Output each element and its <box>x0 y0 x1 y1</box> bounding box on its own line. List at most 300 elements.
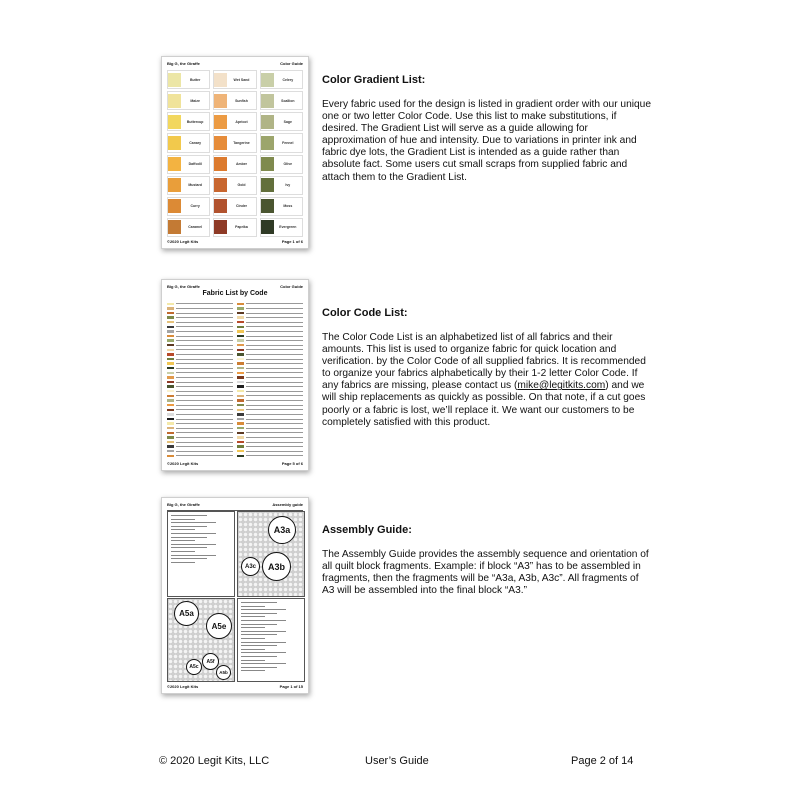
instruction-line <box>171 540 195 541</box>
fabric-swatch <box>237 312 244 314</box>
fabric-row-line <box>176 405 233 406</box>
fabric-list-row <box>237 385 303 388</box>
fabric-swatch <box>167 376 174 378</box>
assembly-instructions-panel <box>237 598 305 682</box>
instruction-line <box>241 652 286 653</box>
gradient-swatch <box>260 91 303 110</box>
fabric-row-line <box>246 340 303 341</box>
fabric-list-row <box>237 390 303 393</box>
gradient-swatch <box>167 91 210 110</box>
fabric-list-row <box>237 348 303 351</box>
fabric-row-line <box>246 405 303 406</box>
gradient-swatch <box>213 176 256 195</box>
fabric-row-line <box>176 308 233 309</box>
fabric-row-line <box>176 391 233 392</box>
fabric-row-line <box>176 423 233 424</box>
thumb-header-left: Big G, the Giraffe <box>167 502 200 507</box>
fabric-swatch <box>237 427 244 429</box>
fabric-swatch <box>237 344 244 346</box>
swatch-label: Apricot <box>235 119 248 124</box>
swatch-label: Paprika <box>235 225 248 230</box>
gradient-swatch <box>213 197 256 216</box>
fabric-list-row <box>237 376 303 379</box>
fabric-list-row <box>237 307 303 310</box>
fabric-row-line <box>246 400 303 401</box>
fabric-swatch <box>167 358 174 360</box>
swatch-color-chip <box>168 157 181 171</box>
fabric-swatch <box>167 303 174 305</box>
fabric-row-line <box>246 409 303 410</box>
fabric-row-line <box>246 455 303 456</box>
fabric-list-row <box>167 343 233 346</box>
swatch-color-chip <box>214 94 227 108</box>
fabric-swatch <box>167 330 174 332</box>
instruction-line <box>241 613 277 614</box>
swatch-label: Curry <box>190 204 200 209</box>
fabric-list-row <box>167 399 233 402</box>
assembly-diagram-a3 <box>237 511 305 597</box>
instruction-line <box>241 624 277 625</box>
instruction-line <box>171 555 216 556</box>
thumb-header-right: Color Guide <box>280 284 303 289</box>
thumb-footer-right: Page 5 of 6 <box>281 461 303 466</box>
fabric-list-row <box>167 394 233 397</box>
fabric-row-line <box>246 345 303 346</box>
swatch-label: Buttercup <box>186 119 204 124</box>
fabric-row-line <box>246 368 303 369</box>
fabric-list-row <box>237 316 303 319</box>
gradient-list-thumbnail <box>161 56 309 249</box>
instruction-line <box>241 638 265 639</box>
fabric-swatch <box>167 321 174 323</box>
fabric-row-line <box>246 372 303 373</box>
fabric-list-row <box>167 362 233 365</box>
fabric-list-row <box>167 367 233 370</box>
fabric-swatch <box>237 399 244 401</box>
fabric-list-row <box>167 311 233 314</box>
gradient-swatch <box>213 112 256 131</box>
swatch-label: Celery <box>282 77 294 82</box>
fabric-list-row <box>167 445 233 448</box>
assembly-instructions-panel <box>167 511 235 597</box>
instruction-line <box>241 631 286 632</box>
fabric-list-row <box>237 445 303 448</box>
fabric-list-row <box>237 367 303 370</box>
instruction-line <box>241 627 265 628</box>
footer-page-number: Page 2 of 14 <box>571 755 634 767</box>
fabric-swatch <box>167 349 174 351</box>
block-label-a5e: A5e <box>206 613 232 639</box>
fabric-list-row <box>167 307 233 310</box>
fabric-swatch <box>167 441 174 443</box>
fabric-swatch <box>237 450 244 452</box>
fabric-list-row <box>167 330 233 333</box>
fabric-row-line <box>246 303 303 304</box>
gradient-swatch <box>260 197 303 216</box>
fabric-row-line <box>246 446 303 447</box>
fabric-list-row <box>167 436 233 439</box>
swatch-color-chip <box>261 199 274 213</box>
fabric-list-row <box>237 454 303 457</box>
fabric-row-line <box>246 377 303 378</box>
fabric-row-line <box>246 317 303 318</box>
swatch-color-chip <box>214 199 227 213</box>
fabric-swatch <box>237 404 244 406</box>
fabric-row-line <box>176 354 233 355</box>
gradient-swatch <box>213 70 256 89</box>
instruction-line <box>241 645 277 646</box>
swatch-label: Olive <box>283 162 293 167</box>
fabric-row-line <box>176 446 233 447</box>
swatch-label: Moss <box>283 204 293 209</box>
fabric-list-row <box>237 311 303 314</box>
thumb-footer <box>167 461 303 467</box>
fabric-row-line <box>246 395 303 396</box>
fabric-swatch <box>167 427 174 429</box>
thumb-footer-left: ©2020 Legit Kits <box>167 684 199 689</box>
fabric-swatch <box>167 404 174 406</box>
fabric-swatch <box>237 376 244 378</box>
swatch-label: Maize <box>190 98 200 103</box>
fabric-swatch <box>167 381 174 383</box>
fabric-row-line <box>176 432 233 433</box>
fabric-swatch <box>237 339 244 341</box>
fabric-swatch <box>167 307 174 309</box>
fabric-list-row <box>237 413 303 416</box>
fabric-list-row <box>237 334 303 337</box>
fabric-swatch <box>167 413 174 415</box>
fabric-list-row <box>237 450 303 453</box>
swatch-color-chip <box>168 199 181 213</box>
block-label-a3a: A3a <box>268 516 296 544</box>
block-label-a5f: A5f <box>202 653 219 670</box>
fabric-list-row <box>167 320 233 323</box>
gradient-swatch <box>260 133 303 152</box>
swatch-label: Canary <box>189 140 202 145</box>
fabric-row-line <box>176 382 233 383</box>
fabric-swatch <box>237 385 244 387</box>
swatch-label: Sage <box>283 119 292 124</box>
thumb-header <box>167 502 303 511</box>
swatch-color-chip <box>168 94 181 108</box>
swatch-color-chip <box>261 115 274 129</box>
fabric-row-line <box>176 326 233 327</box>
fabric-swatch <box>237 316 244 318</box>
fabric-list-row <box>237 302 303 305</box>
fabric-row-line <box>246 308 303 309</box>
swatch-color-chip <box>261 157 274 171</box>
colorcode-section-body <box>322 332 652 429</box>
fabric-row-line <box>176 455 233 456</box>
fabric-list-column <box>237 302 303 458</box>
thumb-header-left: Big G, the Giraffe <box>167 284 200 289</box>
fabric-list-row <box>237 408 303 411</box>
fabric-list-row <box>237 440 303 443</box>
fabric-list-row <box>237 325 303 328</box>
fabric-list-row <box>167 408 233 411</box>
fabric-list-row <box>237 353 303 356</box>
fabric-row-line <box>176 331 233 332</box>
fabric-swatch <box>237 390 244 392</box>
fabric-swatch <box>237 358 244 360</box>
swatch-label: Butter <box>190 77 201 82</box>
instruction-lines <box>241 602 301 671</box>
fabric-swatch <box>167 344 174 346</box>
fabric-list-columns <box>167 302 303 458</box>
swatch-color-chip <box>214 220 227 234</box>
fabric-swatch <box>237 367 244 369</box>
fabric-swatch <box>237 372 244 374</box>
fabric-swatch <box>237 362 244 364</box>
swatch-label: Scallion <box>281 98 295 103</box>
fabric-swatch <box>237 321 244 323</box>
footer-guide-title: User’s Guide <box>365 755 429 767</box>
instruction-line <box>241 656 277 657</box>
swatch-label: Ivy <box>285 183 291 188</box>
fabric-list-row <box>237 403 303 406</box>
fabric-swatch <box>237 335 244 337</box>
fabric-swatch <box>167 353 174 355</box>
swatch-color-chip <box>168 73 181 87</box>
swatch-label: Fennel <box>282 140 294 145</box>
fabric-list-row <box>167 380 233 383</box>
instruction-line <box>171 529 195 530</box>
fabric-row-line <box>176 437 233 438</box>
fabric-swatch <box>237 349 244 351</box>
fabric-swatch <box>167 385 174 387</box>
instruction-line <box>241 642 286 643</box>
gradient-swatch <box>213 133 256 152</box>
swatch-label: Mustard <box>188 183 202 188</box>
fabric-row-line <box>246 359 303 360</box>
fabric-list-row <box>237 357 303 360</box>
swatch-label: Caramel <box>188 225 203 230</box>
gradient-swatch <box>167 133 210 152</box>
instruction-line <box>171 537 207 538</box>
gradient-swatch <box>260 218 303 237</box>
block-label-a5b: A5b <box>216 665 231 680</box>
instruction-line <box>171 515 207 516</box>
fabric-row-line <box>176 414 233 415</box>
fabric-swatch <box>237 422 244 424</box>
fabric-row-line <box>176 428 233 429</box>
gradient-section-body: Every fabric used for the design is listed in gradient order with our unique one or two letter Color Code. Use this list to make substitutions, if desired. The Gradient List will serve as a guide allowing for approximation of hue and intensity. Due to variations in printer ink and fabric dye lots, the Gradient List is intended as a guide rather than absolute fact. Some users cut small scraps from supplied fabric and attach them to the Gradient List. <box>322 99 652 183</box>
fabric-swatch <box>237 326 244 328</box>
fabric-row-line <box>246 336 303 337</box>
fabric-list-row <box>167 371 233 374</box>
swatch-label: Gold <box>237 183 246 188</box>
instruction-line <box>241 634 277 635</box>
instruction-line <box>171 526 207 527</box>
fabric-list-row <box>237 422 303 425</box>
instruction-line <box>171 522 216 523</box>
fabric-row-line <box>246 432 303 433</box>
block-label-a3b: A3b <box>262 552 291 581</box>
gradient-swatch <box>167 112 210 131</box>
gradient-swatch-grid <box>167 70 303 237</box>
fabric-row-line <box>176 419 233 420</box>
fabric-swatch <box>237 436 244 438</box>
fabric-swatch <box>167 367 174 369</box>
swatch-label: Cinder <box>235 204 248 209</box>
thumb-header-left: Big G, the Giraffe <box>167 61 200 66</box>
thumb-header-right: Color Guide <box>280 61 303 66</box>
thumb-footer-left: ©2020 Legit Kits <box>167 461 199 466</box>
fabric-swatch <box>167 339 174 341</box>
fabric-swatch <box>237 418 244 420</box>
instruction-line <box>171 533 216 534</box>
fabric-swatch <box>167 362 174 364</box>
fabric-swatch <box>237 409 244 411</box>
fabric-swatch <box>167 395 174 397</box>
fabric-list-row <box>167 334 233 337</box>
fabric-list-row <box>167 302 233 305</box>
gradient-swatch <box>213 91 256 110</box>
fabric-list-row <box>237 343 303 346</box>
swatch-color-chip <box>168 178 181 192</box>
swatch-color-chip <box>261 73 274 87</box>
fabric-row-line <box>176 395 233 396</box>
fabric-swatch <box>167 432 174 434</box>
fabric-list-row <box>167 390 233 393</box>
swatch-color-chip <box>168 220 181 234</box>
gradient-swatch <box>167 197 210 216</box>
fabric-swatch <box>237 441 244 443</box>
block-label-a5c: A5c <box>186 659 202 675</box>
fabric-swatch <box>237 432 244 434</box>
fabric-row-line <box>176 368 233 369</box>
fabric-row-line <box>246 442 303 443</box>
fabric-row-line <box>246 391 303 392</box>
fabric-swatch <box>167 418 174 420</box>
fabric-swatch <box>167 436 174 438</box>
gradient-swatch <box>260 112 303 131</box>
fabric-row-line <box>246 414 303 415</box>
fabric-list-title: Fabric List by Code <box>202 290 268 297</box>
swatch-color-chip <box>261 220 274 234</box>
fabric-list-row <box>167 348 233 351</box>
gradient-swatch <box>167 218 210 237</box>
fabric-list-row <box>237 399 303 402</box>
fabric-list-row <box>167 413 233 416</box>
fabric-list-row <box>167 440 233 443</box>
fabric-list-row <box>167 431 233 434</box>
fabric-list-row <box>167 339 233 342</box>
gradient-swatch <box>260 176 303 195</box>
fabric-list-row <box>237 431 303 434</box>
swatch-label: Tangerine <box>233 140 250 145</box>
fabric-swatch <box>167 409 174 411</box>
fabric-swatch <box>237 395 244 397</box>
fabric-swatch <box>237 381 244 383</box>
instruction-line <box>241 606 265 607</box>
fabric-swatch <box>237 445 244 447</box>
fabric-row-line <box>246 428 303 429</box>
fabric-row-line <box>176 363 233 364</box>
fabric-swatch <box>167 316 174 318</box>
fabric-row-line <box>246 313 303 314</box>
fabric-row-line <box>246 423 303 424</box>
fabric-row-line <box>176 349 233 350</box>
swatch-label: Sunfish <box>235 98 248 103</box>
fabric-swatch <box>167 455 174 457</box>
thumb-footer-right: Page 1 of 6 <box>281 239 303 244</box>
fabric-list-row <box>237 380 303 383</box>
fabric-list-row <box>167 357 233 360</box>
instruction-line <box>241 660 265 661</box>
fabric-row-line <box>176 345 233 346</box>
instruction-line <box>241 602 277 603</box>
gradient-swatch <box>167 176 210 195</box>
fabric-list-row <box>167 417 233 420</box>
instruction-line <box>241 620 286 621</box>
assembly-section-title: Assembly Guide: <box>322 524 412 536</box>
fabric-row-line <box>176 372 233 373</box>
fabric-row-line <box>176 442 233 443</box>
fabric-list-row <box>167 385 233 388</box>
fabric-row-line <box>176 322 233 323</box>
instruction-line <box>241 616 265 617</box>
assembly-diagram-a5 <box>167 598 235 682</box>
fabric-swatch <box>167 390 174 392</box>
thumb-footer-left: ©2020 Legit Kits <box>167 239 199 244</box>
fabric-list-row <box>167 426 233 429</box>
gradient-swatch <box>167 155 210 174</box>
fabric-swatch <box>237 413 244 415</box>
fabric-swatch <box>237 330 244 332</box>
swatch-color-chip <box>261 178 274 192</box>
instruction-line <box>171 551 195 552</box>
fabric-swatch <box>167 335 174 337</box>
fabric-row-line <box>246 437 303 438</box>
fabric-swatch <box>167 422 174 424</box>
fabric-row-line <box>246 322 303 323</box>
fabric-row-line <box>176 386 233 387</box>
swatch-color-chip <box>214 178 227 192</box>
fabric-row-line <box>246 326 303 327</box>
fabric-swatch <box>237 303 244 305</box>
swatch-label: Daffodil <box>188 162 202 167</box>
fabric-row-line <box>176 340 233 341</box>
thumb-footer-right: Page 1 of 15 <box>279 684 303 689</box>
swatch-color-chip <box>168 115 181 129</box>
contact-email-link[interactable]: mike@legitkits.com <box>517 380 606 392</box>
instruction-line <box>171 547 207 548</box>
fabric-list-row <box>237 320 303 323</box>
fabric-row-line <box>176 359 233 360</box>
swatch-label: Evergreen <box>279 225 297 230</box>
swatch-color-chip <box>214 73 227 87</box>
fabric-list-thumbnail <box>161 279 309 471</box>
fabric-row-line <box>246 331 303 332</box>
fabric-row-line <box>176 451 233 452</box>
swatch-label: Wet Sand <box>233 77 250 82</box>
fabric-list-row <box>237 330 303 333</box>
swatch-color-chip <box>261 94 274 108</box>
fabric-row-line <box>176 303 233 304</box>
instruction-lines <box>171 515 231 563</box>
swatch-color-chip <box>168 136 181 150</box>
fabric-row-line <box>246 382 303 383</box>
fabric-list-row <box>167 403 233 406</box>
instruction-line <box>241 670 265 671</box>
fabric-swatch <box>167 312 174 314</box>
assembly-section-body: The Assembly Guide provides the assembly sequence and orientation of all quilt block fragments. Example: if block “A3” has to be assembled in fragments, then the fragments will be “A3a, A3b, A3c”. All fragments of A3 will be assembled into the final block “A3.” <box>322 549 649 597</box>
colorcode-section-title: Color Code List: <box>322 307 408 319</box>
thumb-footer <box>167 684 303 690</box>
fabric-swatch <box>167 399 174 401</box>
swatch-label: Amber <box>235 162 248 167</box>
